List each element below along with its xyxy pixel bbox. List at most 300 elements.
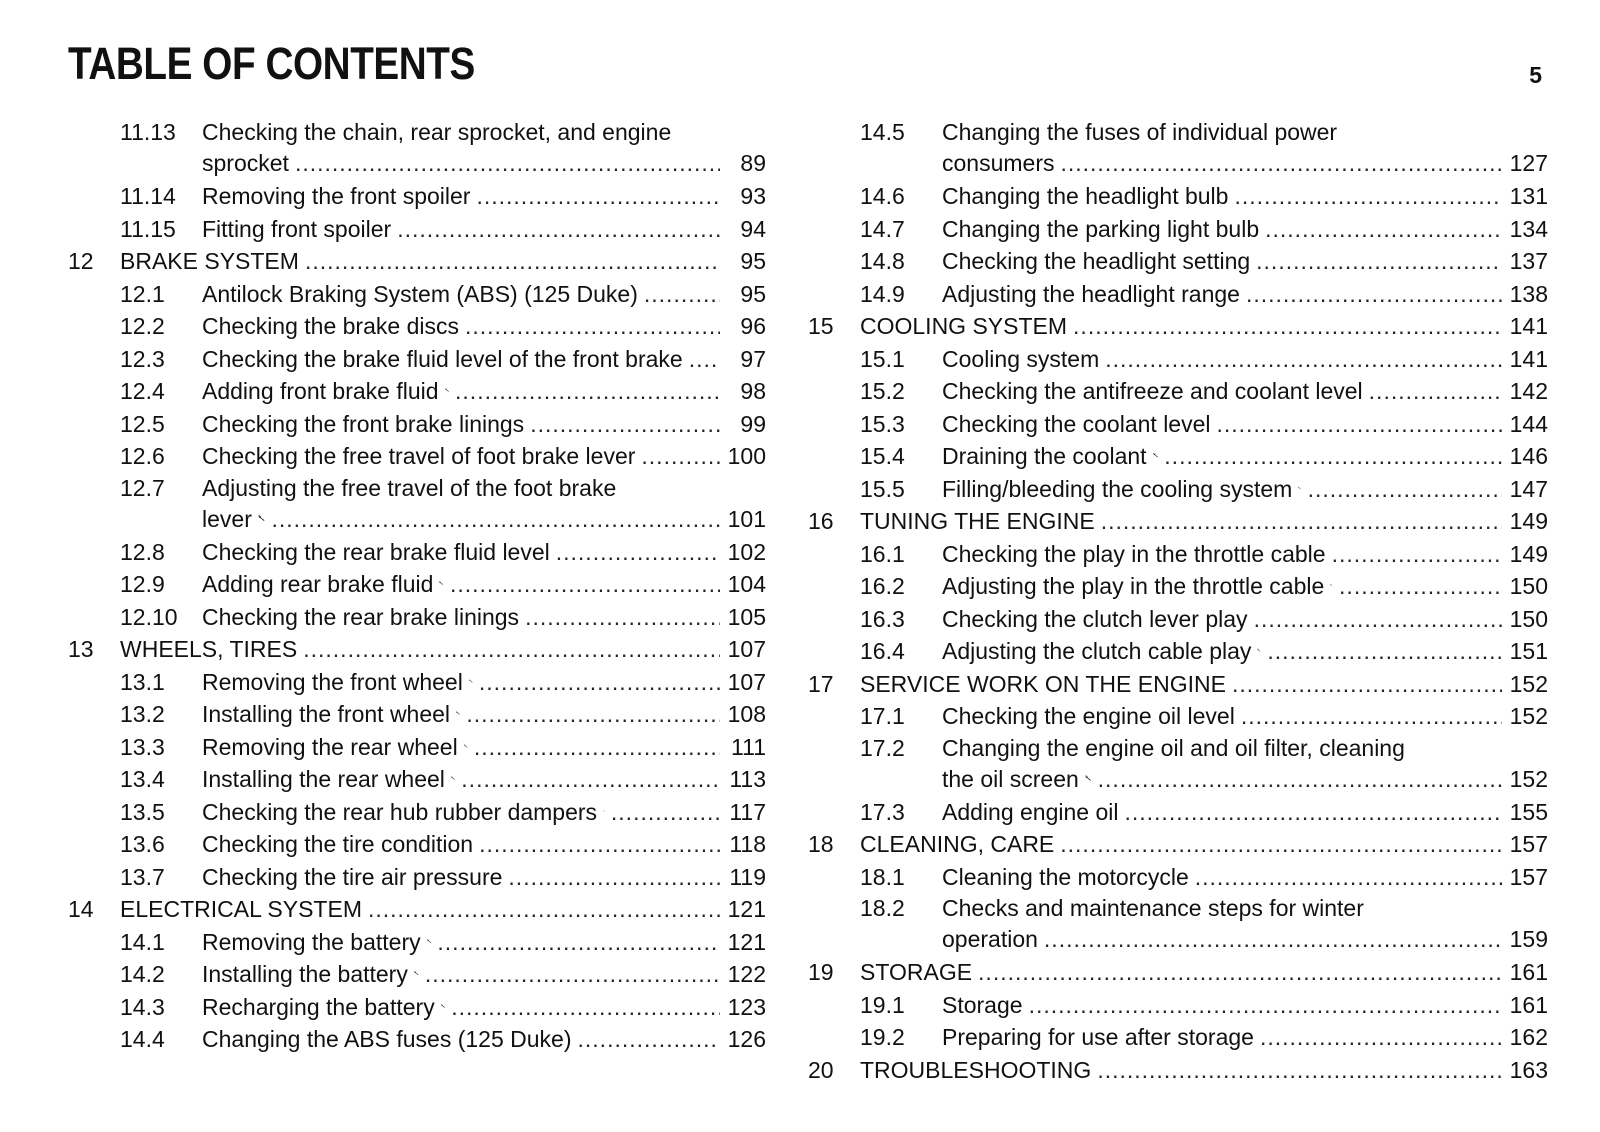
- wrench-icon: [456, 704, 460, 722]
- wrench-icon: [427, 932, 432, 950]
- page-number-ref: 134: [1509, 215, 1548, 242]
- toc-entry[interactable]: [68, 926, 766, 959]
- page-number-ref: 138: [1509, 280, 1548, 307]
- dot-leader: [1256, 245, 1502, 278]
- page-number-ref: 123: [727, 993, 766, 1020]
- toc-entry[interactable]: [68, 861, 766, 894]
- page-number-ref: 95: [740, 248, 766, 274]
- entry-title: Antilock Braking System (ABS) (125 Duke): [202, 280, 638, 307]
- dot-leader: [1369, 375, 1502, 408]
- toc-entry-line: [808, 538, 1548, 571]
- entry-title: BRAKE SYSTEM: [120, 248, 299, 274]
- section-number: 14.2: [120, 961, 165, 987]
- toc-column-right: [808, 117, 1548, 1086]
- toc-entry-line: [68, 731, 766, 764]
- toc-entry[interactable]: [808, 1054, 1548, 1087]
- entry-title: Checking the engine oil level: [942, 703, 1235, 729]
- dot-leader: [1234, 180, 1502, 213]
- page-number-ref: 142: [1509, 378, 1548, 404]
- toc-entry[interactable]: [808, 310, 1548, 343]
- page-number-ref: 104: [727, 571, 766, 597]
- toc-entry-line: [808, 861, 1548, 894]
- entry-title: WHEELS, TIRES: [120, 636, 298, 662]
- dot-leader: [641, 440, 720, 473]
- toc-entry[interactable]: [808, 603, 1548, 636]
- dot-leader: [689, 343, 720, 376]
- toc-entry[interactable]: [68, 1023, 766, 1056]
- toc-entry[interactable]: [808, 180, 1548, 213]
- toc-entry-line: [68, 893, 766, 926]
- section-number: 13.5: [120, 798, 165, 825]
- dot-leader: [305, 245, 720, 278]
- section-number: 16.4: [860, 638, 905, 664]
- toc-entry-line: [68, 278, 766, 311]
- toc-entry-line: [808, 375, 1548, 408]
- toc-entry-line: [808, 668, 1548, 701]
- dot-leader: [1029, 989, 1502, 1022]
- entry-title: Preparing for use after storage: [942, 1024, 1254, 1050]
- page-number-ref: 163: [1509, 1056, 1548, 1083]
- section-number: 18: [808, 831, 834, 857]
- dot-leader: [397, 213, 720, 246]
- page-number-ref: 119: [729, 863, 766, 890]
- section-number: 13.4: [120, 766, 165, 792]
- entry-title: Checking the front brake linings: [202, 410, 525, 437]
- entry-title: Checking the tire condition: [202, 831, 474, 857]
- dot-leader: [1217, 408, 1503, 441]
- dot-leader: [1339, 570, 1502, 603]
- page-number-ref: 97: [740, 345, 766, 372]
- toc-entry[interactable]: [808, 733, 1548, 796]
- toc-entry[interactable]: [808, 700, 1548, 733]
- toc-entry[interactable]: [68, 440, 766, 473]
- page-number-ref: 89: [740, 150, 766, 176]
- page-number-ref: 157: [1509, 863, 1548, 890]
- toc-entry-line: [68, 180, 766, 213]
- page-number-ref: 131: [1509, 183, 1548, 209]
- entry-title: Checking the coolant level: [942, 410, 1211, 437]
- toc-entry-first-line: [808, 733, 1548, 763]
- entry-title: Adjusting the free travel of the foot brake: [202, 474, 617, 501]
- entry-title: Checks and maintenance steps for winter: [942, 895, 1364, 921]
- toc-entry-continuation: [808, 923, 1548, 956]
- toc-entry[interactable]: [808, 440, 1548, 473]
- section-number: 19.2: [860, 1024, 905, 1050]
- dot-leader: [295, 147, 720, 180]
- dot-leader: [1098, 763, 1502, 796]
- page-number-ref: 149: [1509, 508, 1548, 534]
- toc-entry[interactable]: [68, 180, 766, 213]
- toc-entry-line: [808, 473, 1548, 506]
- entry-title: Checking the play in the throttle cable: [942, 540, 1326, 567]
- toc-entry-line: [68, 666, 766, 699]
- entry-title: TUNING THE ENGINE: [860, 508, 1095, 534]
- toc-entry[interactable]: [68, 245, 766, 278]
- page-number-ref: 122: [727, 961, 766, 987]
- toc-entry-continuation: [68, 503, 766, 536]
- dot-leader: [303, 633, 720, 666]
- page-number-ref: 121: [727, 928, 766, 955]
- entry-title: Checking the rear hub rubber dampers: [202, 798, 598, 825]
- section-number: 12: [68, 248, 94, 274]
- entry-title: Fitting front spoiler: [202, 215, 392, 242]
- section-number: 14.4: [120, 1026, 165, 1052]
- page-number-ref: 141: [1509, 313, 1548, 339]
- section-number: 14.6: [860, 183, 905, 209]
- section-number: 14.3: [120, 993, 165, 1020]
- dot-leader: [1060, 828, 1502, 861]
- page-number-ref: 126: [727, 1026, 766, 1052]
- wrench-icon: [464, 737, 468, 755]
- section-number: 15.4: [860, 443, 905, 469]
- entry-title: Checking the clutch lever play: [942, 605, 1248, 632]
- toc-entry-line: [68, 1023, 766, 1056]
- toc-entry[interactable]: [808, 668, 1548, 701]
- section-number: 16: [808, 508, 834, 534]
- toc-entry[interactable]: [808, 343, 1548, 376]
- toc-entry[interactable]: [808, 375, 1548, 408]
- wrench-icon: [1298, 479, 1301, 497]
- page-number-ref: 113: [729, 766, 766, 792]
- page-number-ref: 98: [740, 378, 766, 404]
- entry-title: Removing the rear wheel: [202, 733, 458, 760]
- entry-title: CLEANING, CARE: [860, 831, 1055, 857]
- page-number-ref: 150: [1509, 605, 1548, 632]
- toc-entry[interactable]: [808, 956, 1548, 989]
- page-number-ref: 149: [1509, 540, 1548, 567]
- section-number: 13: [68, 636, 94, 662]
- toc-entry[interactable]: [808, 861, 1548, 894]
- toc-entry[interactable]: [68, 666, 766, 699]
- dot-leader: [644, 278, 720, 311]
- wrench-icon: [439, 574, 444, 592]
- entry-title: Storage: [942, 991, 1023, 1018]
- toc-entry[interactable]: [68, 213, 766, 246]
- toc-entry[interactable]: [68, 796, 766, 829]
- page-number: 5: [1529, 62, 1542, 88]
- entry-title: SERVICE WORK ON THE ENGINE: [860, 670, 1226, 697]
- page-number-ref: 111: [731, 733, 766, 760]
- page-title: TABLE OF CONTENTS: [68, 38, 475, 89]
- dot-leader: [978, 956, 1502, 989]
- dot-leader: [368, 893, 720, 926]
- wrench-icon: [451, 769, 455, 787]
- page-number-ref: 152: [1509, 703, 1548, 729]
- toc-entry[interactable]: [68, 828, 766, 861]
- dot-leader: [1265, 213, 1502, 246]
- toc-entry[interactable]: [68, 698, 766, 731]
- entry-title: ELECTRICAL SYSTEM: [120, 896, 362, 922]
- entry-title: Checking the headlight setting: [942, 248, 1251, 274]
- section-number: 12.1: [120, 280, 165, 307]
- entry-title: Adding engine oil: [942, 798, 1119, 825]
- toc-entry[interactable]: [68, 731, 766, 764]
- wrench-icon: [603, 802, 605, 820]
- wrench-icon: [1153, 446, 1159, 464]
- toc-entry[interactable]: [808, 473, 1548, 506]
- toc-entry[interactable]: [808, 796, 1548, 829]
- section-number: 14.1: [120, 928, 165, 955]
- dot-leader: [556, 536, 720, 569]
- entry-title: Removing the battery: [202, 928, 421, 955]
- page-number-ref: 161: [1509, 991, 1548, 1018]
- toc-entry[interactable]: [808, 828, 1548, 861]
- toc-entry-line: [68, 245, 766, 278]
- entry-title-continued: lever: [202, 505, 252, 532]
- dot-leader: [1267, 635, 1502, 668]
- page-number-ref: 146: [1509, 443, 1548, 469]
- toc-entry[interactable]: [68, 536, 766, 569]
- toc-entry[interactable]: [68, 310, 766, 343]
- page-number-ref: 157: [1509, 831, 1548, 857]
- dot-leader: [271, 503, 720, 536]
- dot-leader: [508, 861, 720, 894]
- section-number: 15.2: [860, 378, 905, 404]
- toc-entry-line: [808, 213, 1548, 246]
- entry-title: Draining the coolant: [942, 443, 1147, 469]
- toc-entry-line: [808, 700, 1548, 733]
- dot-leader: [474, 731, 720, 764]
- entry-title: Filling/bleeding the cooling system: [942, 475, 1293, 502]
- toc-entry[interactable]: [68, 343, 766, 376]
- toc-entry-line: [808, 989, 1548, 1022]
- toc-entry[interactable]: [68, 408, 766, 441]
- toc-entry[interactable]: [68, 633, 766, 666]
- toc-entry-line: [808, 180, 1548, 213]
- section-number: 12.6: [120, 443, 165, 469]
- entry-title: Checking the brake discs: [202, 313, 459, 339]
- section-number: 11.15: [120, 215, 176, 242]
- toc-entry[interactable]: [808, 538, 1548, 571]
- toc-entry[interactable]: [808, 1021, 1548, 1054]
- section-number: 14.8: [860, 248, 905, 274]
- toc-entry-line: [68, 926, 766, 959]
- section-number: 19.1: [860, 991, 905, 1018]
- toc-entry-line: [808, 1021, 1548, 1054]
- section-number: 15.5: [860, 475, 905, 502]
- toc-entry-line: [68, 861, 766, 894]
- section-number: 13.1: [120, 668, 165, 695]
- page-number-ref: 150: [1509, 573, 1548, 599]
- section-number: 17.2: [860, 734, 905, 761]
- section-number: 12.7: [120, 474, 165, 501]
- section-number: 15.1: [860, 345, 905, 372]
- toc-entry-line: [808, 278, 1548, 311]
- toc-entry[interactable]: [808, 117, 1548, 180]
- page-number-ref: 162: [1509, 1024, 1548, 1050]
- dot-leader: [1232, 668, 1502, 701]
- page-number-ref: 96: [740, 313, 766, 339]
- dot-leader: [525, 601, 720, 634]
- toc-entry-line: [808, 828, 1548, 861]
- dot-leader: [455, 375, 720, 408]
- entry-title: Checking the chain, rear sprocket, and engine: [202, 119, 672, 145]
- toc-entry[interactable]: [808, 893, 1548, 956]
- section-number: 14.7: [860, 215, 905, 242]
- toc-entry-line: [808, 570, 1548, 603]
- dot-leader: [1254, 603, 1502, 636]
- toc-column-left: [68, 117, 766, 1056]
- entry-title-continued: consumers: [942, 150, 1055, 176]
- wrench-icon: [1330, 576, 1333, 594]
- entry-title: Adding front brake fluid: [202, 378, 439, 404]
- section-number: 14: [68, 896, 94, 922]
- dot-leader: [450, 568, 720, 601]
- toc-entry[interactable]: [808, 213, 1548, 246]
- toc-entry[interactable]: [808, 505, 1548, 538]
- section-number: 17: [808, 670, 834, 697]
- page-number-ref: 107: [727, 636, 766, 662]
- section-number: 12.3: [120, 345, 165, 372]
- toc-entry[interactable]: [68, 375, 766, 408]
- dot-leader: [437, 926, 720, 959]
- toc-entry[interactable]: [808, 245, 1548, 278]
- entry-title: Installing the front wheel: [202, 701, 451, 727]
- toc-entry-line: [68, 633, 766, 666]
- page-number-ref: 118: [729, 831, 766, 857]
- page-number-ref: 152: [1509, 670, 1548, 697]
- dot-leader: [1060, 147, 1502, 180]
- entry-title: Recharging the battery: [202, 993, 435, 1020]
- toc-entry[interactable]: [68, 893, 766, 926]
- section-number: 12.4: [120, 378, 165, 404]
- toc-entry-line: [68, 796, 766, 829]
- toc-entry[interactable]: [68, 278, 766, 311]
- dot-leader: [1044, 923, 1502, 956]
- dot-leader: [1097, 1054, 1502, 1087]
- page-number-ref: 159: [1509, 926, 1548, 952]
- entry-title: Changing the fuses of individual power: [942, 119, 1338, 145]
- toc-entry[interactable]: [68, 601, 766, 634]
- wrench-icon: [414, 964, 419, 982]
- toc-entry-line: [808, 245, 1548, 278]
- toc-entry-line: [68, 828, 766, 861]
- page-number-ref: 117: [729, 798, 766, 825]
- page-number-ref: 137: [1509, 248, 1548, 274]
- toc-entry-line: [68, 698, 766, 731]
- toc-entry[interactable]: [808, 989, 1548, 1022]
- section-number: 16.2: [860, 573, 905, 599]
- dot-leader: [479, 828, 720, 861]
- toc-entry-line: [68, 536, 766, 569]
- page-number-ref: 121: [727, 896, 766, 922]
- page-number-ref: 105: [727, 603, 766, 630]
- toc-entry-line: [68, 991, 766, 1024]
- toc-entry-line: [808, 635, 1548, 668]
- section-number: 17.3: [860, 798, 905, 825]
- page-number-ref: 152: [1509, 765, 1548, 792]
- section-number: 13.2: [120, 701, 165, 727]
- page-number-ref: 127: [1509, 150, 1548, 176]
- section-number: 14.5: [860, 119, 905, 145]
- toc-entry[interactable]: [808, 278, 1548, 311]
- section-number: 15: [808, 313, 834, 339]
- toc-entry[interactable]: [808, 408, 1548, 441]
- toc-entry-line: [808, 408, 1548, 441]
- toc-entry[interactable]: [68, 117, 766, 180]
- section-number: 20: [808, 1056, 834, 1083]
- toc-entry-line: [68, 958, 766, 991]
- entry-title: Checking the rear brake linings: [202, 603, 520, 630]
- toc-entry-first-line: [808, 117, 1548, 147]
- dot-leader: [530, 408, 720, 441]
- toc-entry[interactable]: [68, 473, 766, 536]
- dot-leader: [578, 1023, 720, 1056]
- page-number-ref: 99: [740, 410, 766, 437]
- dot-leader: [1241, 700, 1502, 733]
- entry-title: Checking the tire air pressure: [202, 863, 503, 890]
- toc-entry[interactable]: [68, 763, 766, 796]
- page-number-ref: 107: [727, 668, 766, 695]
- dot-leader: [476, 180, 720, 213]
- section-number: 18.1: [860, 863, 905, 890]
- page-number-ref: 101: [727, 505, 766, 532]
- entry-title: Cooling system: [942, 345, 1100, 372]
- section-number: 14.9: [860, 280, 905, 307]
- toc-entry[interactable]: [68, 991, 766, 1024]
- page-number-ref: 94: [740, 215, 766, 242]
- dot-leader: [465, 310, 720, 343]
- entry-title: Changing the headlight bulb: [942, 183, 1229, 209]
- entry-title: Installing the battery: [202, 961, 408, 987]
- dot-leader: [1101, 505, 1502, 538]
- page-number-ref: 100: [727, 443, 766, 469]
- toc-entry-line: [808, 505, 1548, 538]
- entry-title: Checking the free travel of foot brake lever: [202, 443, 636, 469]
- dot-leader: [1105, 343, 1502, 376]
- dot-leader: [1124, 796, 1502, 829]
- dot-leader: [461, 763, 720, 796]
- dot-leader: [451, 991, 720, 1024]
- wrench-icon: [258, 509, 266, 527]
- entry-title: Adding rear brake fluid: [202, 571, 434, 597]
- section-number: 12.8: [120, 538, 165, 565]
- toc-entry-line: [68, 213, 766, 246]
- entry-title-continued: operation: [942, 926, 1038, 952]
- toc-entry-continuation: [808, 147, 1548, 180]
- entry-title: Removing the front spoiler: [202, 183, 471, 209]
- toc-entry[interactable]: [68, 958, 766, 991]
- wrench-icon: [445, 381, 449, 399]
- toc-entry-continuation: [808, 763, 1548, 796]
- page-number-ref: 141: [1509, 345, 1548, 372]
- entry-title: Changing the engine oil and oil filter, cleaning: [942, 734, 1405, 761]
- page-number-ref: 161: [1509, 959, 1548, 985]
- dot-leader: [1246, 278, 1502, 311]
- dot-leader: [479, 666, 720, 699]
- page-number-ref: 151: [1509, 638, 1548, 664]
- entry-title: STORAGE: [860, 959, 973, 985]
- section-number: 16.3: [860, 605, 905, 632]
- dot-leader: [1260, 1021, 1502, 1054]
- toc-entry[interactable]: [808, 570, 1548, 603]
- toc-entry[interactable]: [808, 635, 1548, 668]
- entry-title: Changing the ABS fuses (125 Duke): [202, 1026, 572, 1052]
- toc-entry-line: [68, 568, 766, 601]
- entry-title: Adjusting the headlight range: [942, 280, 1240, 307]
- entry-title: Checking the rear brake fluid level: [202, 538, 550, 565]
- toc-entry-first-line: [68, 473, 766, 503]
- entry-title-continued: sprocket: [202, 150, 289, 176]
- toc-entry-line: [808, 310, 1548, 343]
- wrench-icon: [1257, 641, 1261, 659]
- section-number: 12.2: [120, 313, 165, 339]
- toc-entry-first-line: [68, 117, 766, 147]
- dot-leader: [611, 796, 720, 829]
- wrench-icon: [469, 672, 473, 690]
- page-number-ref: 155: [1509, 798, 1548, 825]
- toc-entry[interactable]: [68, 568, 766, 601]
